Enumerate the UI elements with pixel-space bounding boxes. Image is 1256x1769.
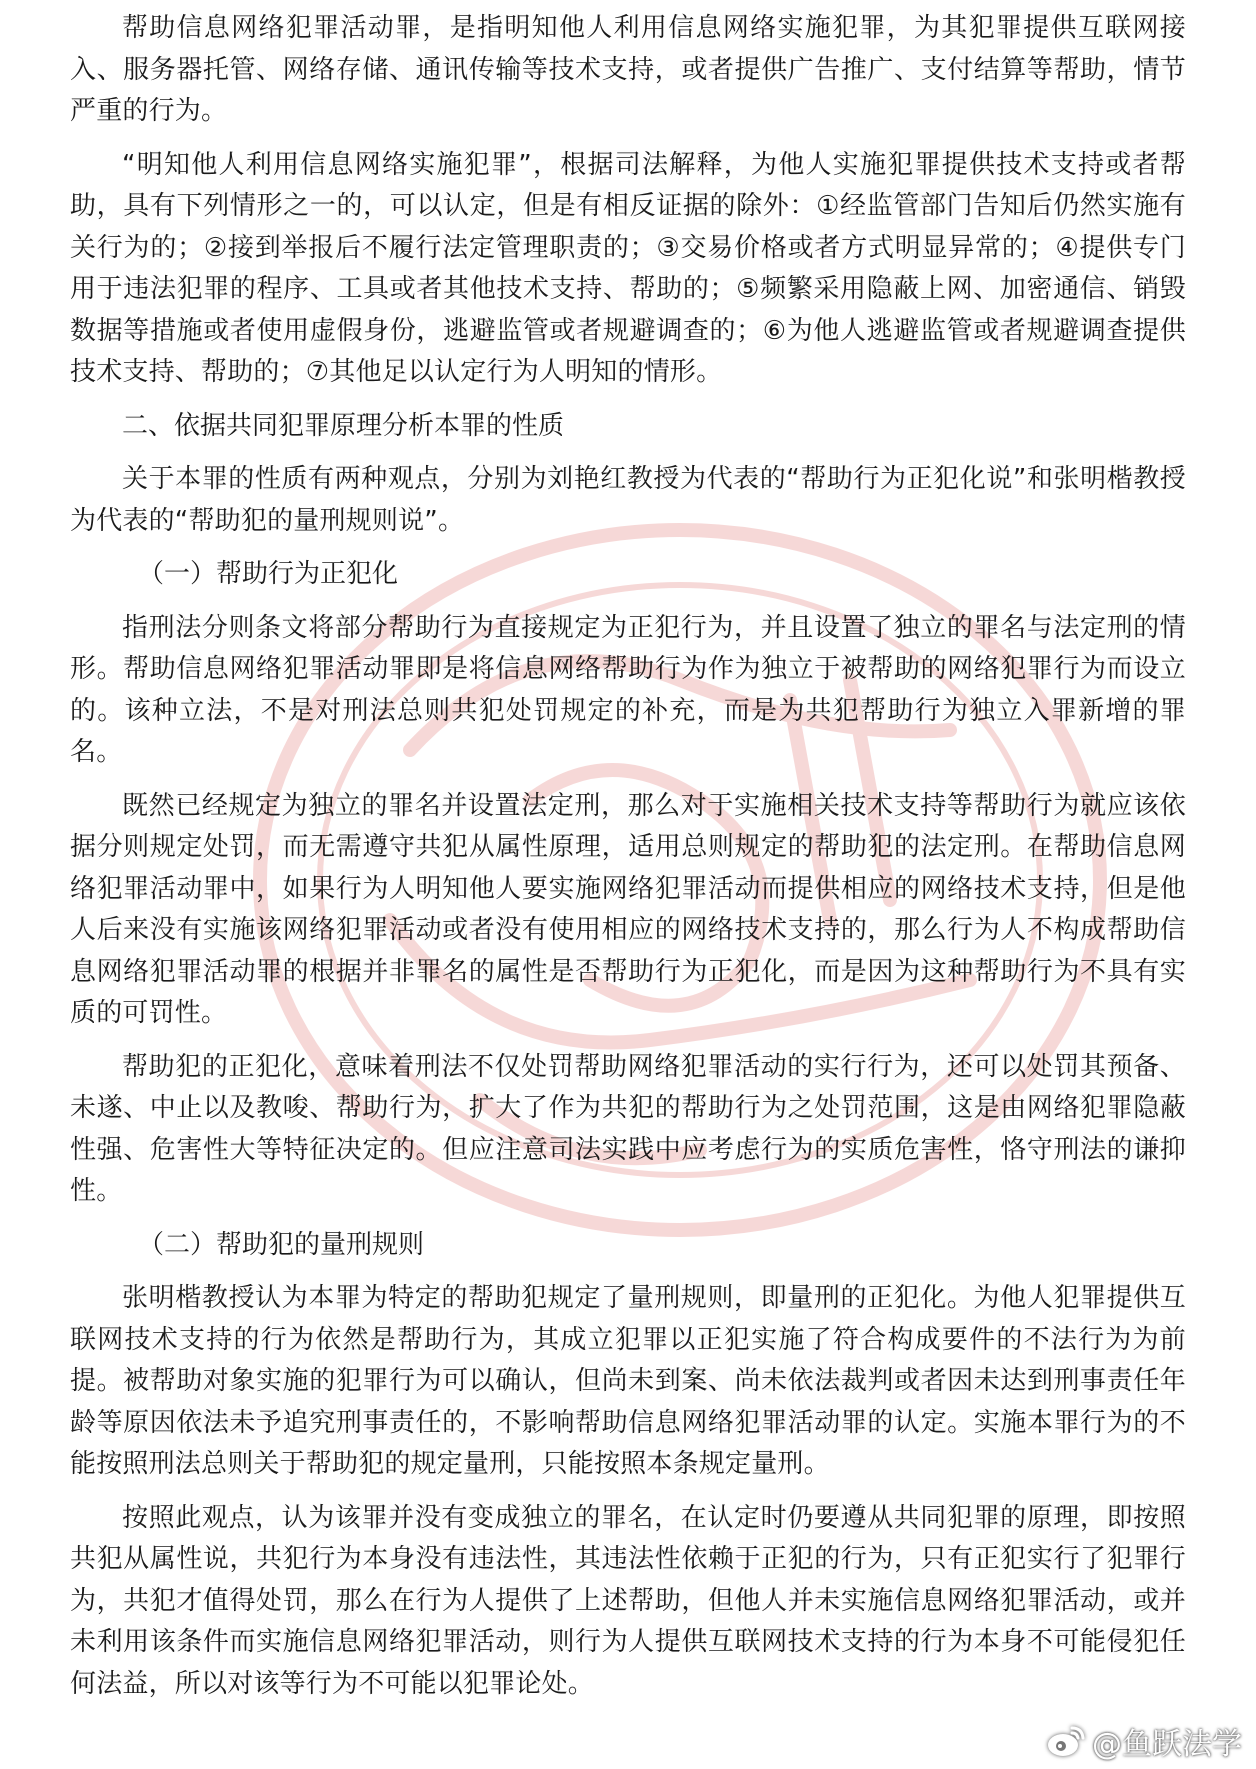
paragraph: 指刑法分则条文将部分帮助行为直接规定为正犯行为，并且设置了独立的罪名与法定刑的情形。帮助信息网络犯罪活动罪即是将信息网络帮助行为作为独立于被帮助的网络犯罪行为而设立的。该种立法，不是对刑法总则共犯处罚规定的补充，而是为共犯帮助行为独立入罪新增的罪名。 — [70, 612, 1186, 767]
paragraph: 按照此观点，认为该罪并没有变成独立的罪名，在认定时仍要遵从共同犯罪的原理，即按照共犯从属性说，共犯行为本身没有违法性，其违法性依赖于正犯的行为，只有正犯实行了犯罪行为，共犯才值得处罚，那么在行为人提供了上述帮助，但他人并未实施信息网络犯罪活动，或并未利用该条件而实施信息网络犯罪活动，则行为人提供互联网技术支持的行为本身不可能侵犯任何法益，所以对该等行为不可能以犯罪论处。 — [70, 1502, 1186, 1699]
subsection-heading: （二）帮助犯的量刑规则 — [138, 1229, 425, 1260]
section-heading: 二、依据共同犯罪原理分析本罪的性质 — [122, 410, 565, 441]
paragraph: “明知他人利用信息网络实施犯罪”，根据司法解释，为他人实施犯罪提供技术支持或者帮助，具有下列情形之一的，可以认定，但是有相反证据的除外：①经监管部门告知后仍然实施有关行为的；②接到举报后不履行法定管理职责的；③交易价格或者方式明显异常的；④提供专门用于违法犯罪的程序、工具或者其他技术支持、帮助的；⑤频繁采用隐蔽上网、加密通信、销毁数据等措施或者使用虚假身份，逃避监管或者规避调查的；⑥为他人逃避监管或者规避调查提供技术支持、帮助的；⑦其他足以认定行为人明知的情形。 — [70, 149, 1186, 387]
weibo-handle: @鱼跃法学 — [1092, 1727, 1242, 1762]
paragraph: 帮助信息网络犯罪活动罪，是指明知他人利用信息网络实施犯罪，为其犯罪提供互联网接入、服务器托管、网络存储、通讯传输等技术支持，或者提供广告推广、支付结算等帮助，情节严重的行为。 — [70, 13, 1186, 126]
paragraph: 帮助犯的正犯化，意味着刑法不仅处罚帮助网络犯罪活动的实行行为，还可以处罚其预备、未遂、中止以及教唆、帮助行为，扩大了作为共犯的帮助行为之处罚范围，这是由网络犯罪隐蔽性强、危害性大等特征决定的。但应注意司法实践中应考虑行为的实质危害性，恪守刑法的谦抑性。 — [70, 1051, 1186, 1206]
weibo-watermark — [1046, 1719, 1242, 1763]
paragraph: 张明楷教授认为本罪为特定的帮助犯规定了量刑规则，即量刑的正犯化。为他人犯罪提供互联网技术支持的行为依然是帮助行为，其成立犯罪以正犯实施了符合构成要件的不法行为为前提。被帮助对象实施的犯罪行为可以确认，但尚未到案、尚未依法裁判或者因未达到刑事责任年龄等原因依法未予追究刑事责任的，不影响帮助信息网络犯罪活动罪的认定。实施本罪行为的不能按照刑法总则关于帮助犯的规定量刑，只能按照本条规定量刑。 — [70, 1283, 1186, 1479]
paragraph: 关于本罪的性质有两种观点，分别为刘艳红教授为代表的“帮助行为正犯化说”和张明楷教授为代表的“帮助犯的量刑规则说”。 — [70, 464, 1186, 536]
paragraph: 既然已经规定为独立的罪名并设置法定刑，那么对于实施相关技术支持等帮助行为就应该依据分则规定处罚，而无需遵守共犯从属性原理，适用总则规定的帮助犯的法定刑。在帮助信息网络犯罪活动罪中，如果行为人明知他人要实施网络犯罪活动而提供相应的网络技术支持，但是他人后来没有实施该网络犯罪活动或者没有使用相应的网络技术支持的，那么行为人不构成帮助信息网络犯罪活动罪的根据并非罪名的属性是否帮助行为正犯化，而是因为这种帮助行为不具有实质的可罚性。 — [70, 790, 1186, 1028]
document-body — [70, 8, 1186, 1717]
weibo-icon — [1046, 1724, 1086, 1758]
subsection-heading: （一）帮助行为正犯化 — [138, 559, 399, 589]
